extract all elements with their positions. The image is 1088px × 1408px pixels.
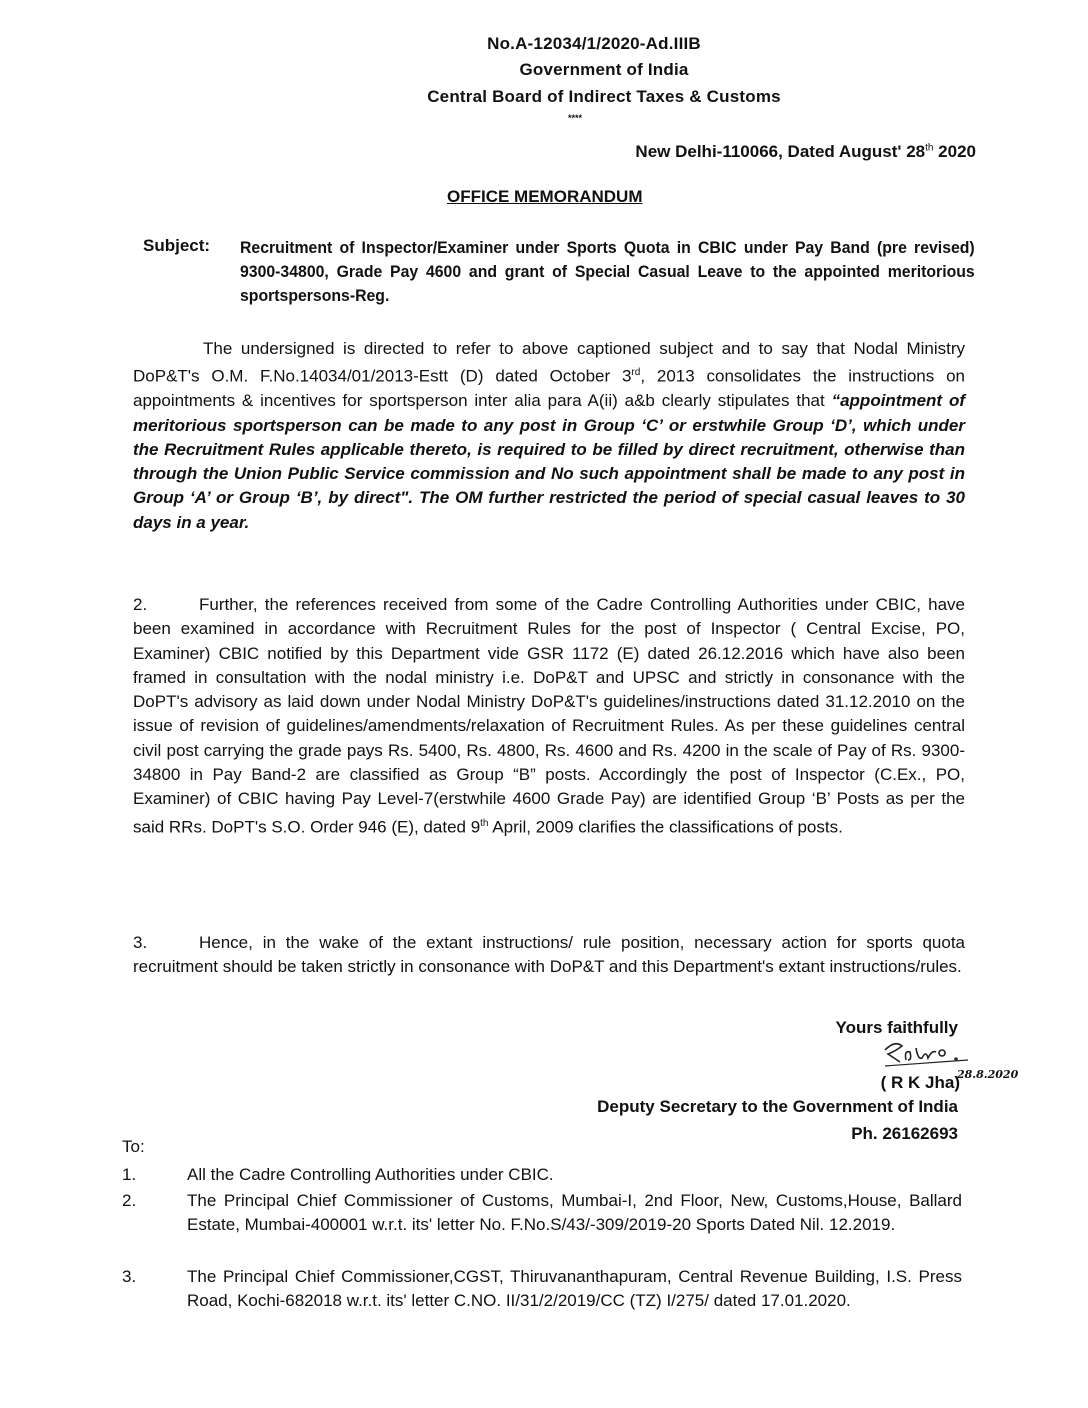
handwritten-date: 28.8.2020 bbox=[957, 1068, 1019, 1081]
subject-text: Recruitment of Inspector/Examiner under Sports Quota in CBIC under Pay Band (pre revised) 9300-34800, Grade Pay 4600 and grant of Special Casual Leave to the appointed meritorious sportspersons-Reg. bbox=[240, 238, 975, 305]
recipient-number: 2. bbox=[122, 1191, 137, 1210]
recipient-text: All the Cadre Controlling Authorities under CBIC. bbox=[187, 1165, 554, 1184]
recipient-text: The Principal Chief Commissioner,CGST, Thiruvananthapuram, Central Revenue Building, I.S. Press Road, Kochi-682018 w.r.t. its' letter C.NO. II/31/2/2019/CC (TZ) I/275/ dated 17.01.2020. bbox=[187, 1267, 962, 1310]
government-heading: Government of India bbox=[519, 60, 689, 79]
memo-title: OFFICE MEMORANDUM bbox=[447, 187, 643, 206]
place-and-date bbox=[635, 142, 976, 162]
paragraph-2-text-b: April, 2009 clarifies the classifications of posts. bbox=[488, 817, 843, 837]
paragraph-2-number: 2. bbox=[133, 595, 148, 614]
paragraph-3 bbox=[133, 931, 965, 980]
signatory-name: ( R K Jha) bbox=[880, 1073, 960, 1092]
signatory-designation: Deputy Secretary to the Government of India bbox=[597, 1097, 958, 1116]
paragraph-3-number: 3. bbox=[133, 933, 148, 952]
place-date-text: New Delhi-110066, Dated August' 28 bbox=[635, 142, 926, 161]
separator-stars: **** bbox=[567, 113, 582, 123]
recipients-label: To: bbox=[122, 1137, 145, 1156]
recipient-text: The Principal Chief Commissioner of Customs, Mumbai-I, 2nd Floor, New, Customs,House, Ballard Estate, Mumbai-400001 w.r.t. its' letter No. F.No.S/43/-309/2019-20 Sports Dated Nil. 12.2019. bbox=[187, 1191, 962, 1234]
handwritten-signature bbox=[880, 1038, 970, 1068]
date-year: 2020 bbox=[933, 142, 976, 161]
signatory-phone: Ph. 26162693 bbox=[851, 1124, 958, 1143]
date-ordinal: th bbox=[925, 142, 934, 154]
subject-label: Subject: bbox=[143, 236, 211, 255]
paragraph-1 bbox=[133, 337, 965, 535]
file-number: No.A-12034/1/2020-Ad.IIIB bbox=[487, 34, 701, 53]
paragraph-1-text-b: , 2013 consolidates the instructions on appointments & incentives for sportsperson inter alia para A(ii) a&b clearly stipulates that bbox=[133, 366, 965, 411]
paragraph-3-text: Hence, in the wake of the extant instructions/ rule position, necessary action for sports quota recruitment should be taken strictly in consonance with DoP&T and this Department's extant instructions/rules. bbox=[133, 933, 965, 977]
recipient-item bbox=[122, 1265, 962, 1312]
paragraph-2-ordinal: th bbox=[480, 817, 489, 829]
paragraph-2 bbox=[133, 593, 965, 840]
paragraph-1-ordinal: rd bbox=[631, 367, 641, 379]
recipient-number: 1. bbox=[122, 1165, 137, 1184]
paragraph-1-quote: “appointment of meritorious sportsperson can be made to any post in Group ‘C’ or erstwhile Group ‘D’, which under the Recruitment Rules applicable thereto, is required to be filled by direct recruitment, otherwise than through the Union Public Service commission and No such appointment shall be made to any post in Group ‘A’ or Group ‘B’, by direct". The OM further restricted the period of special casual leaves to 30 days in a year. bbox=[133, 391, 965, 532]
recipient-number: 3. bbox=[122, 1267, 137, 1286]
closing-salutation: Yours faithfully bbox=[835, 1018, 958, 1037]
paragraph-1-text-a: The undersigned is directed to refer to above captioned subject and to say that Nodal Ministry DoP&T's O.M. F.No.14034/01/2013-Estt (D) dated October 3 bbox=[133, 339, 965, 386]
paragraph-2-text-a: Further, the references received from some of the Cadre Controlling Authorities under CBIC, have been examined in accordance with Recruitment Rules for the post of Inspector ( Central Excise, PO, Examiner) CBIC notified by this Department vide GSR 1172 (E) dated 26.12.2016 which have also been framed in consultation with the nodal ministry i.e. DoP&T and UPSC and strictly in consonance with the DoPT's advisory as laid down under Nodal Ministry DoP&T's guidelines/instructions dated 31.12.2010 on the issue of revision of guidelines/amendments/relaxation of Recruitment Rules. As per these guidelines central civil post carrying the grade pays Rs. 5400, Rs. 4800, Rs. 4600 and Rs. 4200 in the scale of Pay of Rs. 9300-34800 in Pay Band-2 are classified as Group “B” posts. Accordingly the post of Inspector (C.Ex., PO, Examiner) of CBIC having Pay Level-7(erstwhile 4600 Grade Pay) are identified Group ‘B’ Posts as per the said RRs. DoPT's S.O. Order 946 (E), dated 9 bbox=[133, 595, 965, 837]
recipient-item bbox=[122, 1163, 962, 1187]
recipient-item bbox=[122, 1189, 962, 1236]
board-heading: Central Board of Indirect Taxes & Customs bbox=[427, 87, 781, 106]
